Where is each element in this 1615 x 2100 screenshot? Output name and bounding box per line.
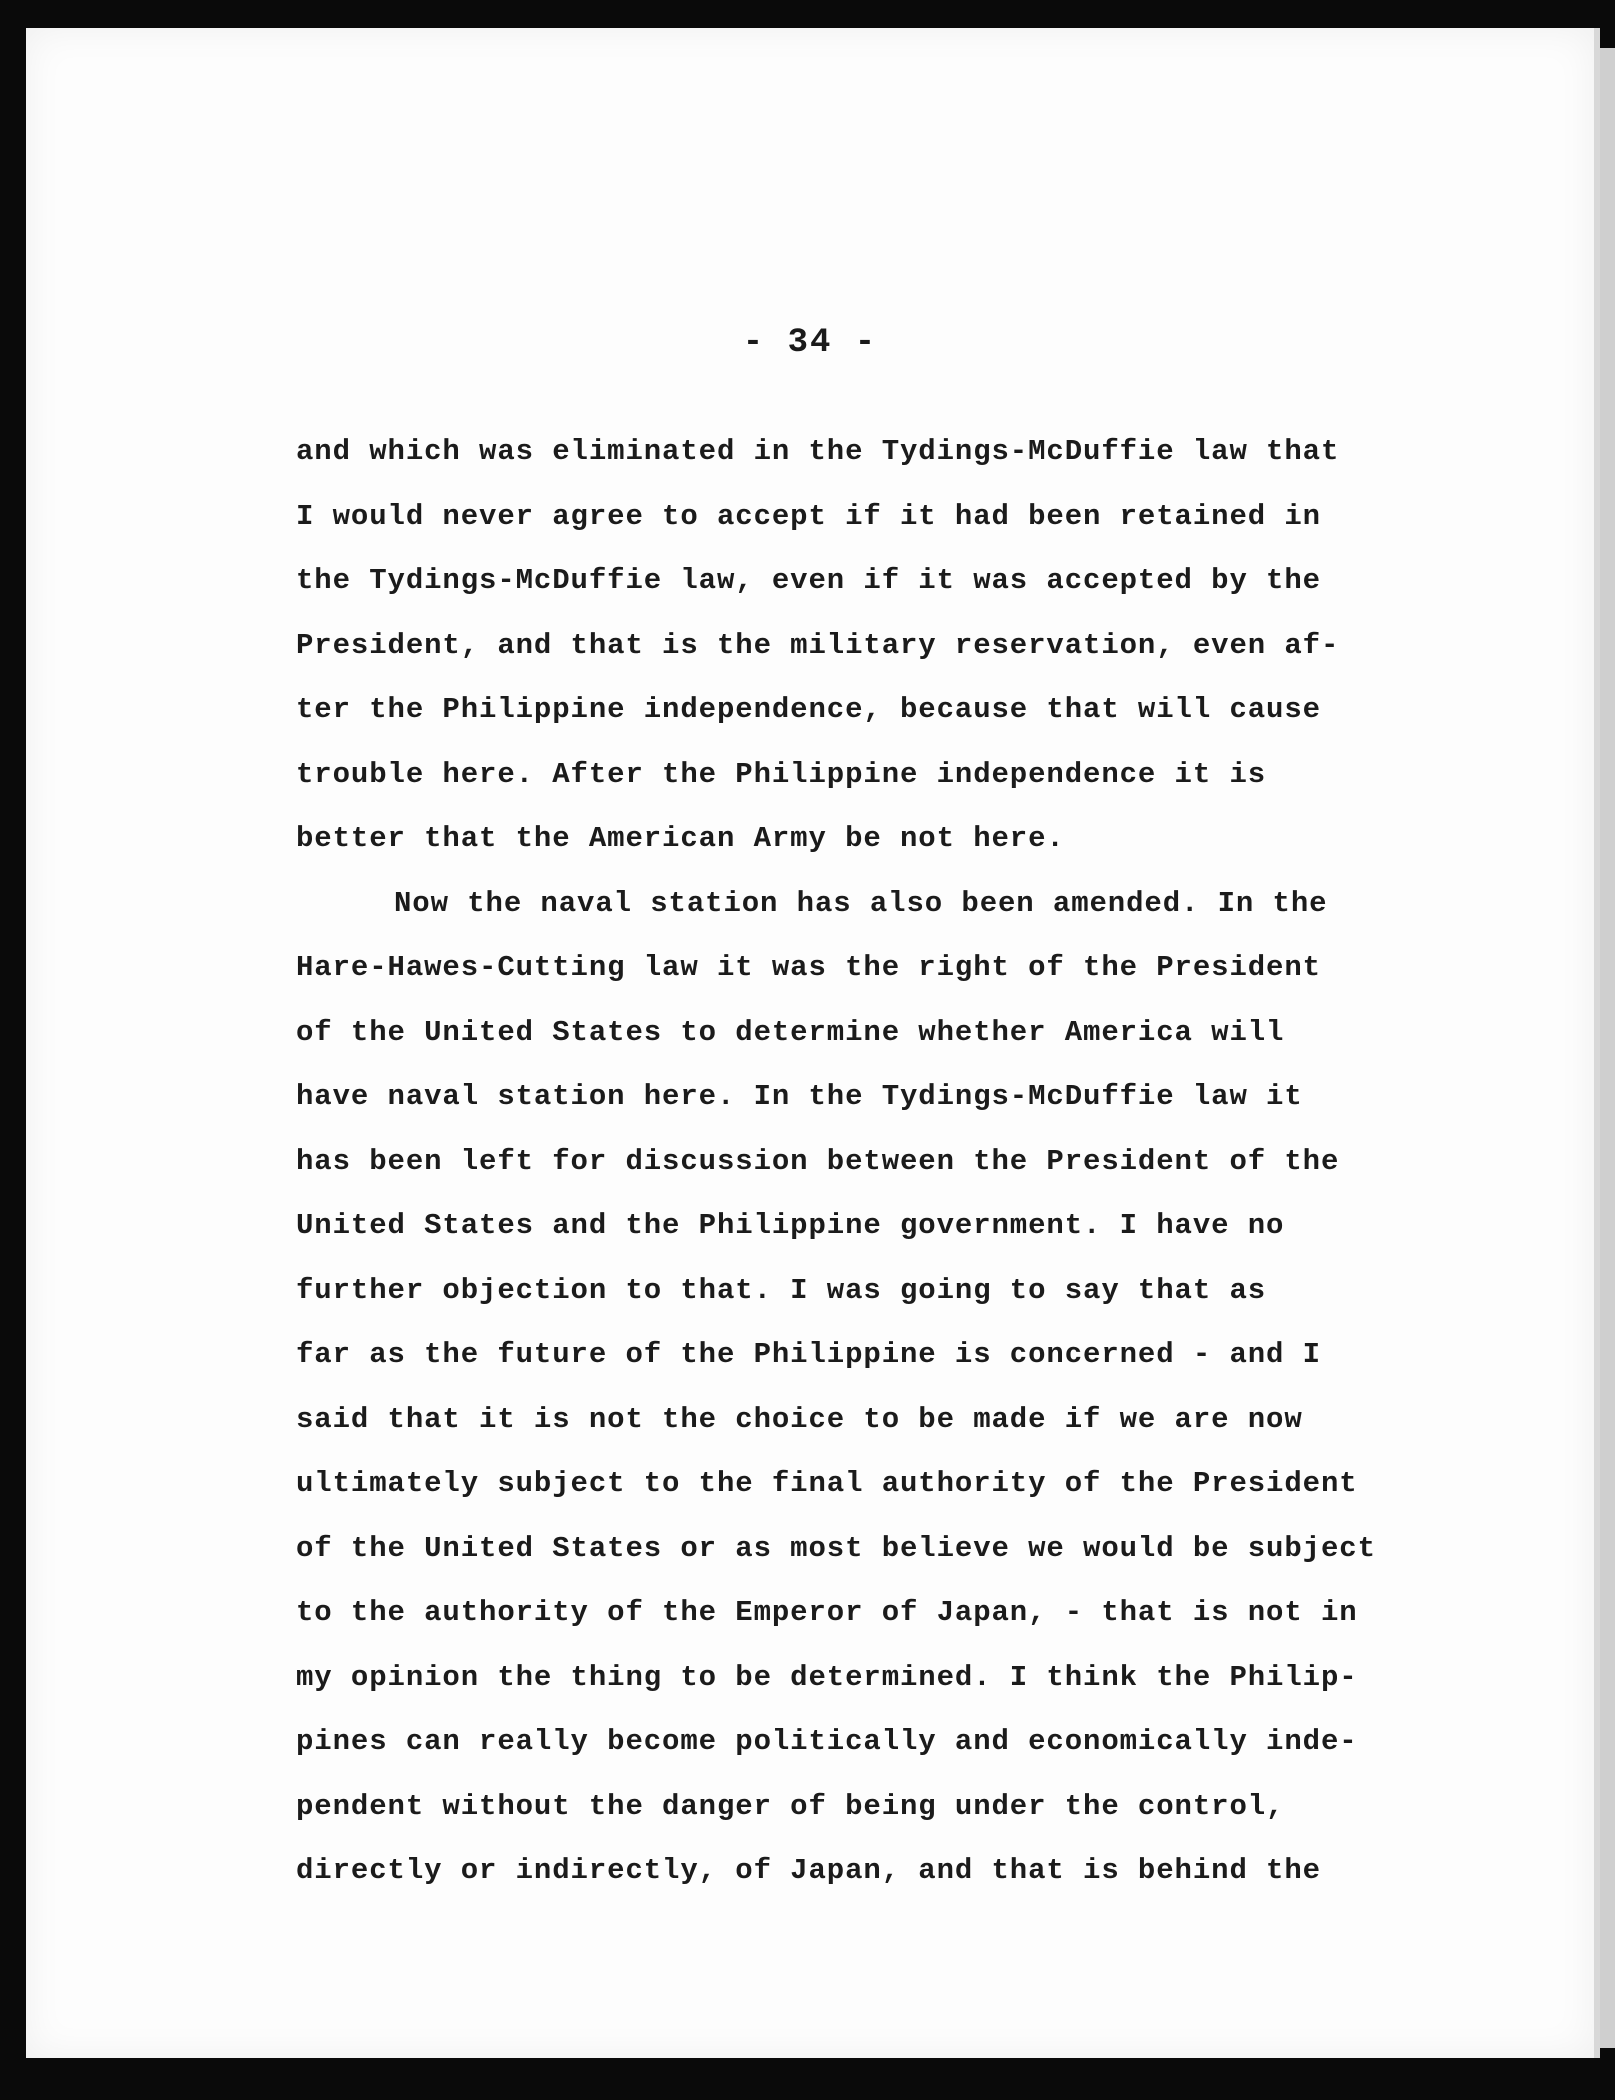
text-line: far as the future of the Philippine is concerned - and I <box>296 1338 1321 1371</box>
text-line: of the United States or as most believe we would be subject <box>296 1531 1376 1565</box>
text-line: has been left for discussion between the President of the <box>296 1144 1340 1178</box>
text-line: Hare-Hawes-Cutting law it was the right of the President <box>296 951 1321 984</box>
text-line: have naval station here. In the Tydings-McDuffie law it <box>296 1080 1303 1113</box>
text-line: pendent without the danger of being under the control, <box>296 1789 1285 1823</box>
typewritten-page <box>26 28 1600 2058</box>
body-text <box>296 420 1496 1904</box>
text-line: my opinion the thing to be determined. I think the Philip- <box>296 1660 1358 1694</box>
text-line: President, and that is the military reservation, even af- <box>296 628 1340 662</box>
text-line: of the United States to determine whether America will <box>296 1015 1285 1049</box>
text-line: to the authority of the Emperor of Japan, - that is not in <box>296 1596 1358 1629</box>
page-number: - 34 - <box>742 324 878 362</box>
text-line: trouble here. After the Philippine independence it is <box>296 757 1267 791</box>
text-line: the Tydings-McDuffie law, even if it was accepted by the <box>296 564 1321 597</box>
text-line: ultimately subject to the final authority of the President <box>296 1467 1358 1500</box>
text-line: directly or indirectly, of Japan, and that is behind the <box>296 1854 1321 1887</box>
text-line: said that it is not the choice to be made if we are now <box>296 1402 1303 1436</box>
text-line: Now the naval station has also been amended. In the <box>394 886 1328 920</box>
text-line: better that the American Army be not here. <box>296 822 1065 855</box>
page-edge <box>1600 48 1615 2048</box>
text-line: ter the Philippine independence, because that will cause <box>296 693 1321 726</box>
text-line: and which was eliminated in the Tydings-McDuffie law that <box>296 435 1340 468</box>
text-line: United States and the Philippine government. I have no <box>296 1209 1285 1242</box>
text-line: further objection to that. I was going to say that as <box>296 1273 1267 1307</box>
text-line: I would never agree to accept if it had been retained in <box>296 499 1321 533</box>
text-line: pines can really become politically and economically inde- <box>296 1725 1358 1758</box>
